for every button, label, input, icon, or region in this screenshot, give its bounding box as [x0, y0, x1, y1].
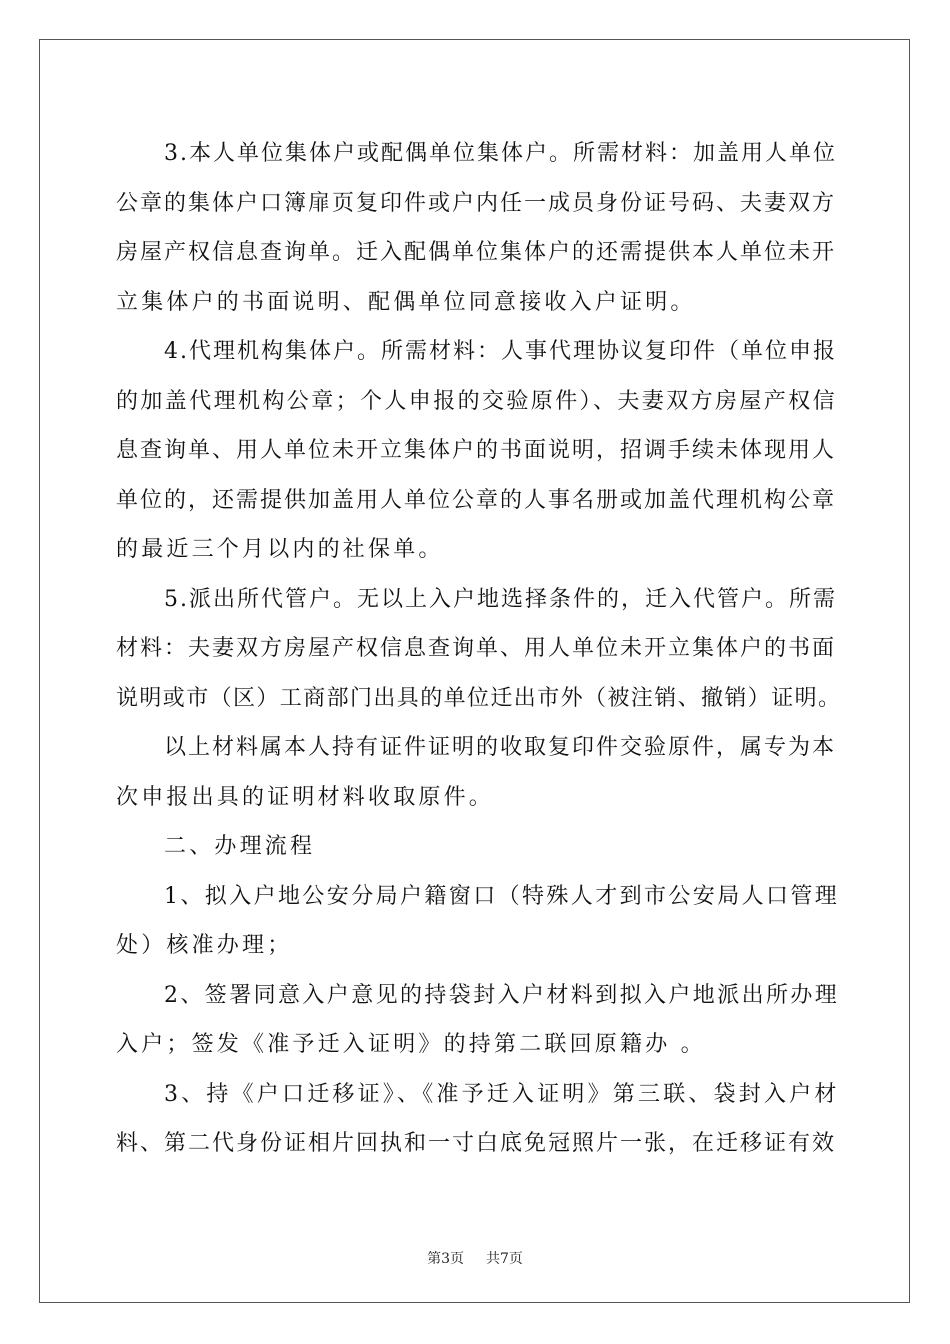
document-body: [116, 129, 842, 1169]
page-number: 第3页: [427, 1251, 464, 1267]
text-line: 2、签署同意入户意见的持袋封入户材料到拟入户地派出所办理: [164, 982, 840, 1008]
paragraph: [116, 723, 836, 822]
text-line: 二、办理流程: [164, 834, 316, 859]
text-line: 入户；签发《准予迁入证明》的持第二联回原籍办 。: [116, 1032, 706, 1057]
text-line: 单位的，还需提供加盖用人单位公章的人事名册或加盖代理机构公章: [116, 487, 837, 513]
text-line: 房屋产权信息查询单。迁入配偶单位集体户的还需提供本人单位未开: [116, 240, 837, 265]
text-line: 立集体户的书面说明、配偶单位同意接收入户证明。: [116, 289, 696, 315]
text-line: 4.代理机构集体户。所需材料：人事代理协议复印件（单位申报: [164, 339, 837, 364]
text-line: 息查询单、用人单位未开立集体户的书面说明，招调手续未体现用人: [116, 438, 837, 463]
paragraph: [116, 1070, 840, 1169]
text-line: 次申报出具的证明材料收取原件。: [116, 784, 495, 810]
text-line: 公章的集体户口簿扉页复印件或户内任一成员身份证号码、夫妻双方: [116, 190, 837, 216]
text-line: 的最近三个月以内的社保单。: [116, 537, 444, 562]
text-line: 5.派出所代管户。无以上入户地选择条件的，迁入代管户。所需: [164, 586, 837, 612]
text-line: 以上材料属本人持有证件证明的收取复印件交验原件，属专为本: [164, 735, 837, 760]
page-footer: [0, 1248, 950, 1268]
paragraph: [116, 971, 840, 1070]
text-line: 1、拟入户地公安分局户籍窗口（特殊人才到市公安局人口管理: [164, 883, 840, 909]
text-line: 3、持《户口迁移证》、《准予迁入证明》第三联、袋封入户材: [164, 1081, 840, 1107]
section-heading: [116, 822, 836, 872]
paragraph: [116, 129, 836, 327]
text-line: 3.本人单位集体户或配偶单位集体户。所需材料：加盖用人单位: [164, 141, 837, 166]
paragraph: [116, 872, 840, 971]
paragraph: [116, 327, 836, 575]
text-line: 的加盖代理机构公章；个人申报的交验原件）、夫妻双方房屋产权信: [116, 388, 838, 414]
paragraph: [116, 575, 842, 724]
text-line: 料、第二代身份证相片回执和一寸白底免冠照片一张，在迁移证有效: [116, 1131, 837, 1156]
text-line: 材料：夫妻双方房屋产权信息查询单、用人单位未开立集体户的书面: [116, 636, 837, 661]
text-line: 处）核准办理；: [116, 933, 293, 958]
page-total: 共7页: [486, 1251, 523, 1267]
text-line: 说明或市（区）工商部门出具的单位迁出市外（被注销、撤销）证明。: [116, 685, 842, 711]
